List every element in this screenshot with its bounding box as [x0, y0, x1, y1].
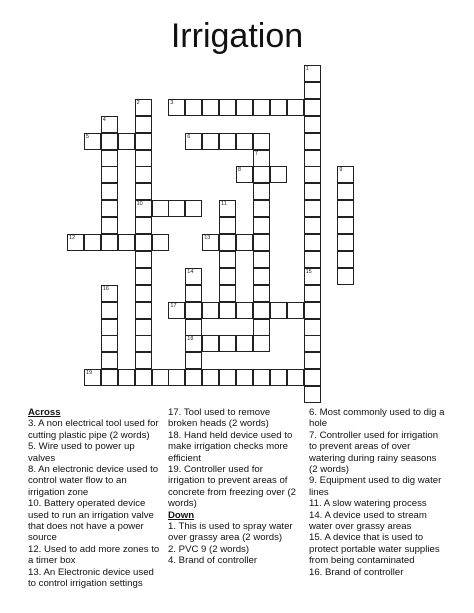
grid-cell[interactable]	[304, 166, 321, 183]
grid-cell[interactable]	[304, 302, 321, 319]
grid-cell[interactable]	[304, 150, 321, 167]
grid-cell[interactable]	[304, 319, 321, 336]
grid-cell[interactable]	[135, 150, 152, 167]
grid-cell[interactable]	[253, 166, 270, 183]
grid-cell[interactable]	[304, 369, 321, 386]
grid-cell[interactable]	[253, 234, 270, 251]
grid-cell[interactable]	[253, 183, 270, 200]
grid-cell[interactable]	[135, 217, 152, 234]
clue-number-label: 14	[187, 268, 194, 275]
grid-cell[interactable]	[135, 234, 152, 251]
grid-cell[interactable]	[168, 200, 185, 217]
grid-cell[interactable]	[101, 183, 118, 200]
clue-section-heading: Down	[168, 509, 195, 521]
grid-cell[interactable]	[185, 302, 202, 319]
clue-section-heading: Across	[28, 407, 61, 418]
grid-cell[interactable]	[304, 183, 321, 200]
grid-cell[interactable]	[304, 234, 321, 251]
clue-number-label: 17	[170, 302, 177, 309]
grid-cell[interactable]	[337, 200, 354, 217]
clue-text: 13. An Electronic device used to control irrigation settings	[28, 566, 154, 590]
grid-cell[interactable]	[135, 285, 152, 302]
grid-cell[interactable]	[304, 200, 321, 217]
grid-cell[interactable]	[101, 319, 118, 336]
grid-cell[interactable]	[219, 217, 236, 234]
grid-cell[interactable]	[135, 133, 152, 150]
grid-cell[interactable]	[219, 234, 236, 251]
grid-cell[interactable]	[202, 99, 219, 116]
grid-cell[interactable]	[304, 251, 321, 268]
puzzle-title: Irrigation	[170, 17, 304, 55]
clue-number-label: 10	[136, 201, 143, 208]
grid-cell[interactable]	[304, 133, 321, 150]
clue-text: 6. Most commonly used to dig a hole	[309, 407, 445, 430]
grid-cell[interactable]	[101, 200, 118, 217]
grid-cell[interactable]	[270, 99, 287, 116]
grid-cell[interactable]	[101, 234, 118, 251]
grid-cell[interactable]	[185, 352, 202, 369]
grid-cell[interactable]	[337, 234, 354, 251]
grid-cell[interactable]	[304, 217, 321, 234]
grid-cell[interactable]	[219, 133, 236, 150]
clue-text: 4. Brand of controller	[168, 555, 258, 567]
grid-cell[interactable]	[135, 352, 152, 369]
grid-cell[interactable]	[118, 369, 135, 386]
grid-cell[interactable]	[253, 251, 270, 268]
grid-cell[interactable]	[135, 268, 152, 285]
grid-cell[interactable]	[236, 302, 253, 319]
grid-cell[interactable]	[118, 234, 135, 251]
clue-number-label: 8	[238, 167, 242, 174]
grid-cell[interactable]	[236, 99, 253, 116]
grid-cell[interactable]	[202, 133, 219, 150]
grid-cell[interactable]	[253, 268, 270, 285]
grid-cell[interactable]	[84, 234, 101, 251]
grid-cell[interactable]	[304, 82, 321, 99]
grid-cell[interactable]	[101, 302, 118, 319]
grid-cell[interactable]	[236, 234, 253, 251]
clue-number-label: 1	[305, 66, 309, 72]
clue-number-label: 4	[102, 116, 106, 123]
grid-cell[interactable]	[135, 166, 152, 183]
clue-number-label: 16	[102, 285, 109, 292]
grid-cell[interactable]	[101, 217, 118, 234]
clue-number-label: 12	[69, 235, 76, 241]
grid-cell[interactable]	[185, 200, 202, 217]
clue-text: 1. This is used to spray water over grassy area (2 words)	[168, 521, 293, 544]
grid-cell[interactable]	[253, 217, 270, 234]
grid-cell[interactable]	[202, 369, 219, 386]
grid-cell[interactable]	[253, 335, 270, 352]
grid-cell[interactable]	[185, 285, 202, 302]
grid-cell[interactable]	[270, 369, 287, 386]
grid-cell[interactable]	[101, 369, 118, 386]
clue-number-label: 9	[339, 167, 343, 174]
grid-cell[interactable]	[253, 285, 270, 302]
clue-column-3	[309, 407, 445, 578]
grid-cell[interactable]	[253, 319, 270, 336]
grid-cell[interactable]	[185, 369, 202, 386]
grid-cell[interactable]	[135, 302, 152, 319]
grid-cell[interactable]	[135, 369, 152, 386]
clue-text: 18. Hand held device used to make irrigation checks more efficient	[168, 429, 293, 464]
grid-cell[interactable]	[219, 302, 236, 319]
clue-text: 14. A device used to stream water over grassy areas	[309, 509, 427, 533]
clue-text: 12. Used to add more zones to a timer box	[28, 543, 160, 567]
grid-cell[interactable]	[287, 99, 304, 116]
grid-cell[interactable]	[236, 369, 253, 386]
grid-cell[interactable]	[135, 335, 152, 352]
clue-text: 16. Brand of controller	[309, 566, 404, 578]
grid-cell[interactable]	[219, 369, 236, 386]
grid-cell[interactable]	[202, 335, 219, 352]
clue-number-label: 15	[305, 268, 312, 275]
grid-cell[interactable]	[152, 369, 169, 386]
clue-text: 9. Equipment used to dig water lines	[309, 475, 442, 498]
clue-text: 17. Tool used to remove broken heads (2 words)	[168, 407, 271, 430]
clue-number-label: 7	[254, 150, 258, 157]
grid-cell[interactable]	[219, 335, 236, 352]
clue-number-label: 5	[85, 133, 89, 140]
grid-cell[interactable]	[304, 386, 321, 403]
grid-cell[interactable]	[270, 166, 287, 183]
grid-cell[interactable]	[152, 234, 169, 251]
clue-text: 19. Controller used for irrigation to prevent areas of concrete from freezing over (2 words)	[168, 464, 296, 510]
grid-cell[interactable]	[101, 352, 118, 369]
grid-cell[interactable]	[287, 369, 304, 386]
clue-text: 8. An electronic device used to control water flow to an irrigation zone	[28, 464, 159, 498]
clue-text: 3. A non electrical tool used for cutting plastic pipe (2 words)	[28, 418, 159, 441]
clue-number-label: 2	[136, 99, 140, 106]
grid-cell[interactable]	[253, 302, 270, 319]
grid-cell[interactable]	[337, 183, 354, 200]
clue-number-label: 6	[187, 133, 191, 140]
clue-number-label: 11	[221, 201, 227, 208]
grid-cell[interactable]	[304, 285, 321, 302]
grid-cell[interactable]	[135, 183, 152, 200]
grid-cell[interactable]	[219, 268, 236, 285]
clue-number-label: 3	[170, 99, 174, 106]
grid-cell[interactable]	[185, 319, 202, 336]
clue-number-label: 19	[85, 370, 93, 377]
grid-cell[interactable]	[304, 99, 321, 116]
grid-cell[interactable]	[253, 369, 270, 386]
grid-cell[interactable]	[219, 99, 236, 116]
grid-cell[interactable]	[185, 99, 202, 116]
grid-cell[interactable]	[118, 133, 135, 150]
grid-cell[interactable]	[135, 251, 152, 268]
grid-cell[interactable]	[270, 302, 287, 319]
grid-cell[interactable]	[101, 166, 118, 183]
grid-cell[interactable]	[287, 302, 304, 319]
grid-cell[interactable]	[236, 133, 253, 150]
grid-cell[interactable]	[236, 335, 253, 352]
grid-cell[interactable]	[135, 319, 152, 336]
grid-cell[interactable]	[101, 150, 118, 167]
clue-text: 15. A device that is used to protect portable water supplies from being contaminated	[309, 532, 440, 567]
grid-cell[interactable]	[202, 302, 219, 319]
grid-cell[interactable]	[337, 251, 354, 268]
grid-cell[interactable]	[253, 99, 270, 116]
clue-number-label: 13	[204, 235, 211, 241]
grid-cell[interactable]	[253, 133, 270, 150]
grid-cell[interactable]	[135, 116, 152, 133]
grid-cell[interactable]	[337, 268, 354, 285]
grid-cell[interactable]	[152, 200, 169, 217]
grid-cell[interactable]	[219, 251, 236, 268]
clue-text: 7. Controller used for irrigation to prevent areas of over watering during rainy seasons (2 words)	[309, 429, 439, 476]
clue-text: 11. A slow watering process	[309, 498, 427, 510]
grid-cell[interactable]	[304, 116, 321, 133]
grid-cell[interactable]	[168, 369, 185, 386]
clue-number-label: 18	[187, 336, 194, 343]
grid-cell[interactable]	[337, 217, 354, 234]
grid-cell[interactable]	[101, 133, 118, 150]
clue-text: 5. Wire used to power up valves	[28, 441, 135, 464]
grid-cell[interactable]	[304, 352, 321, 369]
clue-text: 10. Battery operated device used to run an irrigation valve that does not have a power source	[28, 498, 154, 544]
grid-cell[interactable]	[253, 200, 270, 217]
grid-cell[interactable]	[101, 335, 118, 352]
grid-cell[interactable]	[304, 335, 321, 352]
clue-column-2	[168, 407, 302, 567]
grid-cell[interactable]	[219, 285, 236, 302]
clue-column-1	[28, 407, 162, 590]
clue-text: 2. PVC 9 (2 words)	[168, 543, 250, 555]
